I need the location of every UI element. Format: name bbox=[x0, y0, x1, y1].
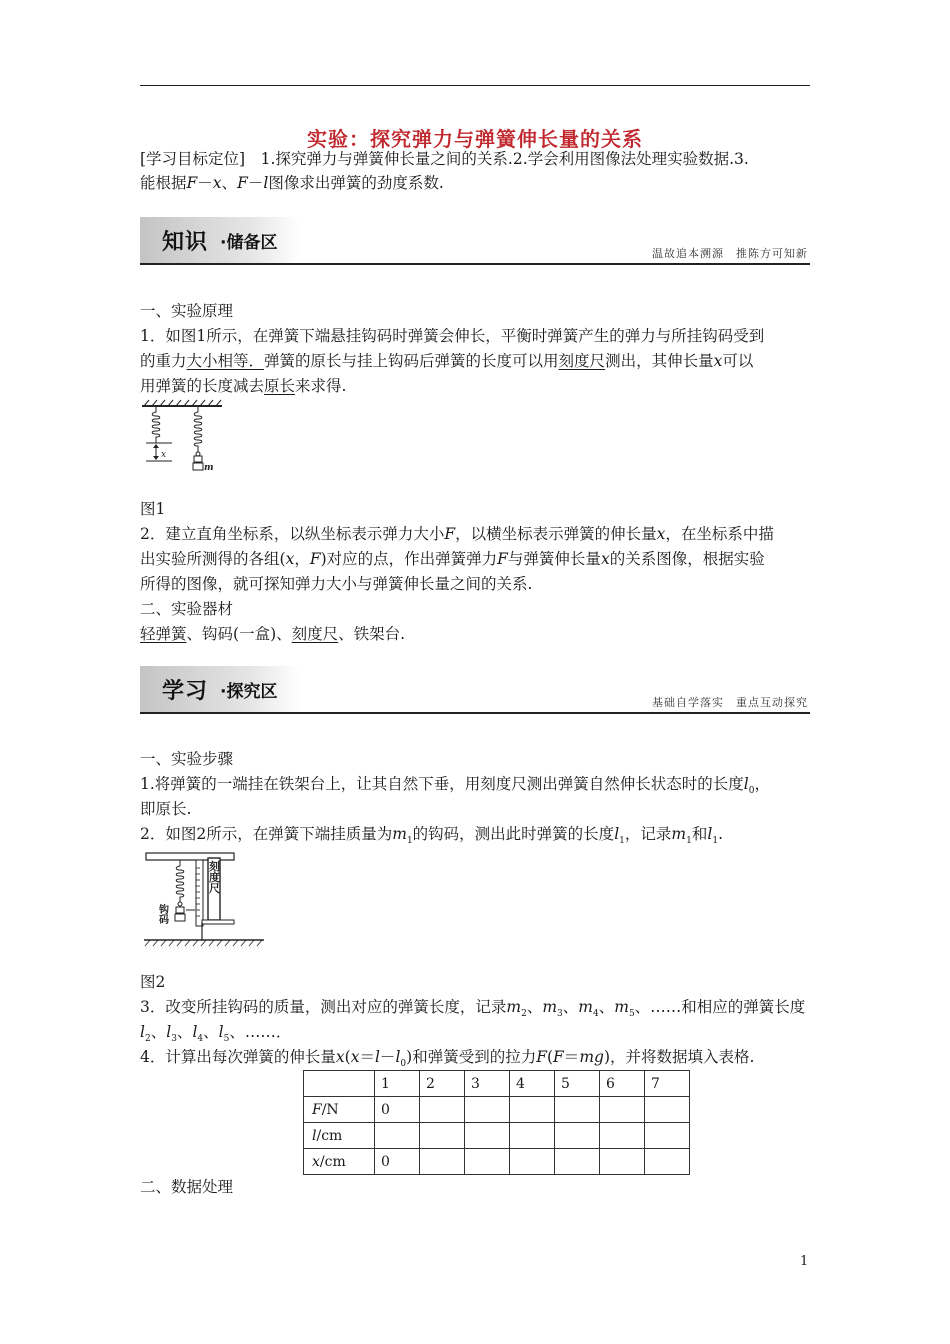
fig1-x-label: x bbox=[161, 450, 167, 460]
page-number: 1 bbox=[800, 1254, 809, 1269]
principle-p1-line3: 用弹簧的长度减去原长来求得. bbox=[140, 377, 347, 395]
answer-blank: 刻度尺 bbox=[558, 352, 606, 370]
table-row bbox=[304, 1123, 690, 1149]
fig1-m-label: m bbox=[204, 463, 214, 473]
goal-label: [学习目标定位] bbox=[140, 150, 246, 168]
principle-p1-line2: 的重力大小相等．弹簧的原长与挂上钩码后弹簧的长度可以用刻度尺测出，其伸长量x可以 bbox=[140, 352, 754, 370]
banner-slogan: 温故追本溯源 推陈方可知新 bbox=[652, 247, 808, 260]
table-corner-cell bbox=[304, 1071, 375, 1097]
table-cell bbox=[420, 1123, 465, 1149]
step-3-line1: 3．改变所挂钩码的质量，测出对应的弹簧长度，记录$m_2$、$m_3$、$m_4$、$m_5$、……和相应的弹簧长度 bbox=[140, 998, 806, 1020]
table-column-header: 7 bbox=[645, 1071, 690, 1097]
banner-title: 学习 bbox=[162, 679, 209, 704]
answer-blank: 轻弹簧 bbox=[140, 625, 187, 643]
table-column-header: 5 bbox=[555, 1071, 600, 1097]
figure-2-caption: 图2 bbox=[140, 973, 166, 991]
table-cell bbox=[420, 1149, 465, 1175]
heading-equipment: 二、实验器材 bbox=[140, 600, 234, 618]
step-1-line1: 1.将弹簧的一端挂在铁架台上，让其自然下垂，用刻度尺测出弹簧自然伸长状态时的长度$l_0$， bbox=[140, 775, 771, 797]
table-column-header: 3 bbox=[465, 1071, 510, 1097]
table-cell bbox=[555, 1123, 600, 1149]
table-cell bbox=[465, 1149, 510, 1175]
banner-slogan: 基础自学落实 重点互动探究 bbox=[652, 696, 808, 709]
table-cell bbox=[510, 1097, 555, 1123]
heading-data-processing: 二、数据处理 bbox=[140, 1178, 234, 1196]
table-cell bbox=[645, 1149, 690, 1175]
goal-text-1: 1.探究弹力与弹簧伸长量之间的关系.2.学会利用图像法处理实验数据.3. bbox=[260, 150, 749, 168]
table-cell bbox=[420, 1097, 465, 1123]
banner-subtitle: ·储备区 bbox=[220, 233, 278, 253]
equipment-list: 轻弹簧、钩码(一盒)、刻度尺、铁架台. bbox=[140, 625, 406, 643]
table-column-header: 4 bbox=[510, 1071, 555, 1097]
table-cell bbox=[600, 1149, 645, 1175]
table-row-label: x/cm bbox=[304, 1149, 375, 1175]
table-row bbox=[304, 1149, 690, 1175]
table-cell bbox=[600, 1123, 645, 1149]
answer-blank: 大小相等． bbox=[186, 352, 265, 370]
figure-1-springs bbox=[140, 398, 230, 480]
table-row-label: F/N bbox=[304, 1097, 375, 1123]
table-cell bbox=[645, 1097, 690, 1123]
banner-title: 知识 bbox=[162, 230, 209, 255]
principle-p2-line1: 2．建立直角坐标系，以纵坐标表示弹力大小F，以横坐标表示弹簧的伸长量x，在坐标系中描 bbox=[140, 525, 774, 543]
step-4: 4．计算出每次弹簧的伸长量$x(x=l-l_0)$和弹簧受到的拉力F(F＝mg)，并将数据填入表格. bbox=[140, 1048, 755, 1070]
table-cell bbox=[555, 1097, 600, 1123]
principle-p2-line2: 出实验所测得的各组(x，F)对应的点，作出弹簧弹力F与弹簧伸长量x的关系图像，根据实验 bbox=[140, 550, 765, 568]
step-2: 2．如图2所示，在弹簧下端挂质量为$m_1$的钩码，测出此时弹簧的长度$l_1$，记录$m_1$和$l_1$. bbox=[140, 825, 723, 847]
table-cell: 0 bbox=[375, 1149, 420, 1175]
table-cell bbox=[555, 1149, 600, 1175]
answer-blank: 刻度尺 bbox=[291, 625, 339, 643]
table-header-row bbox=[304, 1071, 690, 1097]
banner-subtitle: ·探究区 bbox=[220, 682, 278, 702]
heading-principle: 一、实验原理 bbox=[140, 302, 234, 320]
step-3-line2: $l_2$、$l_3$、$l_4$、$l_5$、……． bbox=[140, 1023, 292, 1045]
section-banner-study bbox=[140, 666, 810, 712]
table-row bbox=[304, 1097, 690, 1123]
learning-goal: [学习目标定位] 1.探究弹力与弹簧伸长量之间的关系.2.学会利用图像法处理实验数据.3. 能根据F－x、F－l图像求出弹簧的劲度系数. bbox=[140, 150, 749, 192]
page-title: 实验：探究弹力与弹簧伸长量的关系 bbox=[307, 127, 643, 151]
header-rule bbox=[140, 85, 810, 86]
answer-blank: 原长 bbox=[264, 377, 296, 395]
table-cell bbox=[465, 1123, 510, 1149]
principle-p2-line3: 所得的图像，就可探知弹力大小与弹簧伸长量之间的关系. bbox=[140, 575, 533, 593]
figure-1-caption: 图1 bbox=[140, 500, 166, 518]
figure-2-apparatus bbox=[140, 850, 270, 954]
table-cell bbox=[510, 1149, 555, 1175]
table-column-header: 2 bbox=[420, 1071, 465, 1097]
heading-steps: 一、实验步骤 bbox=[140, 750, 234, 768]
data-table bbox=[303, 1070, 690, 1175]
table-column-header: 1 bbox=[375, 1071, 420, 1097]
table-cell bbox=[600, 1097, 645, 1123]
table-cell bbox=[375, 1123, 420, 1149]
table-cell bbox=[510, 1123, 555, 1149]
table-cell bbox=[645, 1123, 690, 1149]
step-1-line2: 即原长. bbox=[140, 800, 192, 818]
section-banner-knowledge bbox=[140, 217, 810, 263]
table-row-label: l/cm bbox=[304, 1123, 375, 1149]
table-cell bbox=[465, 1097, 510, 1123]
principle-p1-line1: 1．如图1所示，在弹簧下端悬挂钩码时弹簧会伸长，平衡时弹簧产生的弹力与所挂钩码受到 bbox=[140, 327, 765, 345]
fig2-hook-label: 钩码 bbox=[156, 904, 168, 924]
table-cell: 0 bbox=[375, 1097, 420, 1123]
table-column-header: 6 bbox=[600, 1071, 645, 1097]
fig2-ruler-label: 刻度尺 bbox=[207, 860, 221, 894]
